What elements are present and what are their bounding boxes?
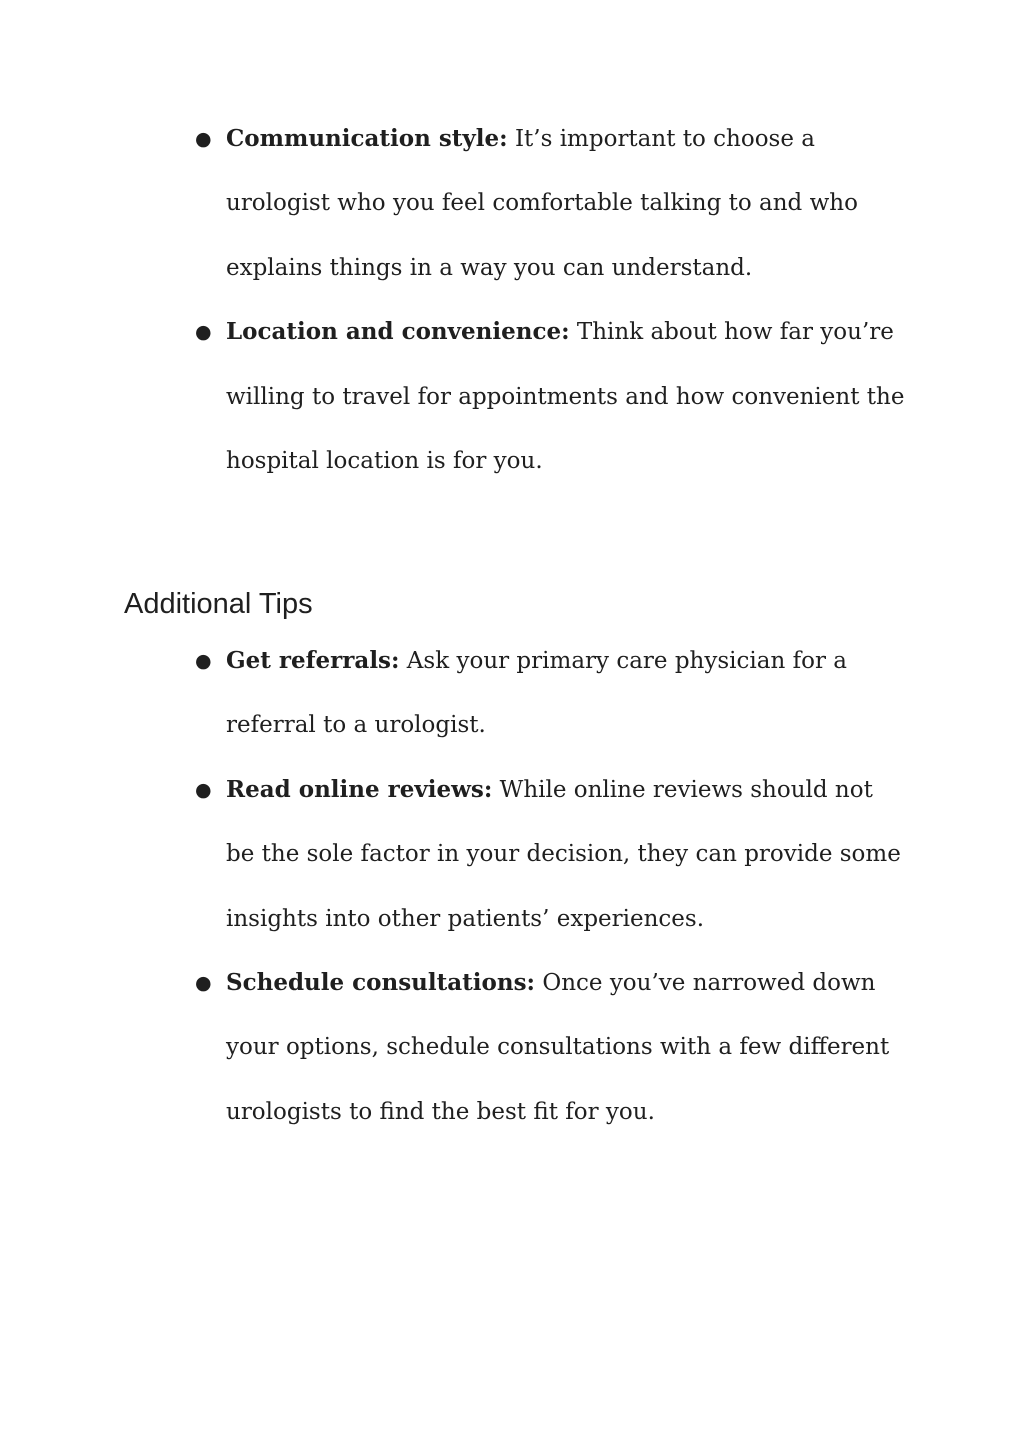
section-heading: Additional Tips (124, 588, 313, 620)
item-label: Read online reviews: (226, 775, 493, 803)
list-item-location-convenience (0, 300, 906, 493)
list-item-communication-style (0, 107, 906, 300)
item-text: Once you’ve narrowed down your options, schedule consultations with a few different urologists to find the best fit for you. (226, 970, 890, 1125)
list-item-get-referrals (0, 629, 906, 758)
item-text: While online reviews should not be the sole factor in your decision, they can provide some insights into other patients’ experiences. (226, 776, 901, 932)
bullet-icon: ● (195, 972, 212, 995)
considerations-list (0, 107, 906, 493)
bullet-icon: ● (195, 321, 212, 344)
list-item-read-reviews (0, 758, 906, 951)
item-label: Location and convenience: (226, 318, 570, 346)
list-item-schedule-consultations (0, 951, 906, 1144)
bullet-icon: ● (195, 128, 212, 150)
bullet-icon: ● (195, 650, 212, 672)
bullet-icon: ● (195, 778, 212, 801)
additional-tips-list (0, 629, 906, 1144)
item-text: Ask your primary care physician for a referral to a urologist. (226, 648, 847, 739)
item-label: Communication style: (226, 125, 508, 152)
item-label: Schedule consultations: (226, 969, 536, 997)
item-label: Get referrals: (226, 647, 400, 674)
item-text: Think about how far you’re willing to travel for appointments and how convenient the hospital location is for you. (226, 319, 905, 475)
item-text: It’s important to choose a urologist who you feel comfortable talking to and who explains things in a way you can understand. (226, 126, 858, 281)
